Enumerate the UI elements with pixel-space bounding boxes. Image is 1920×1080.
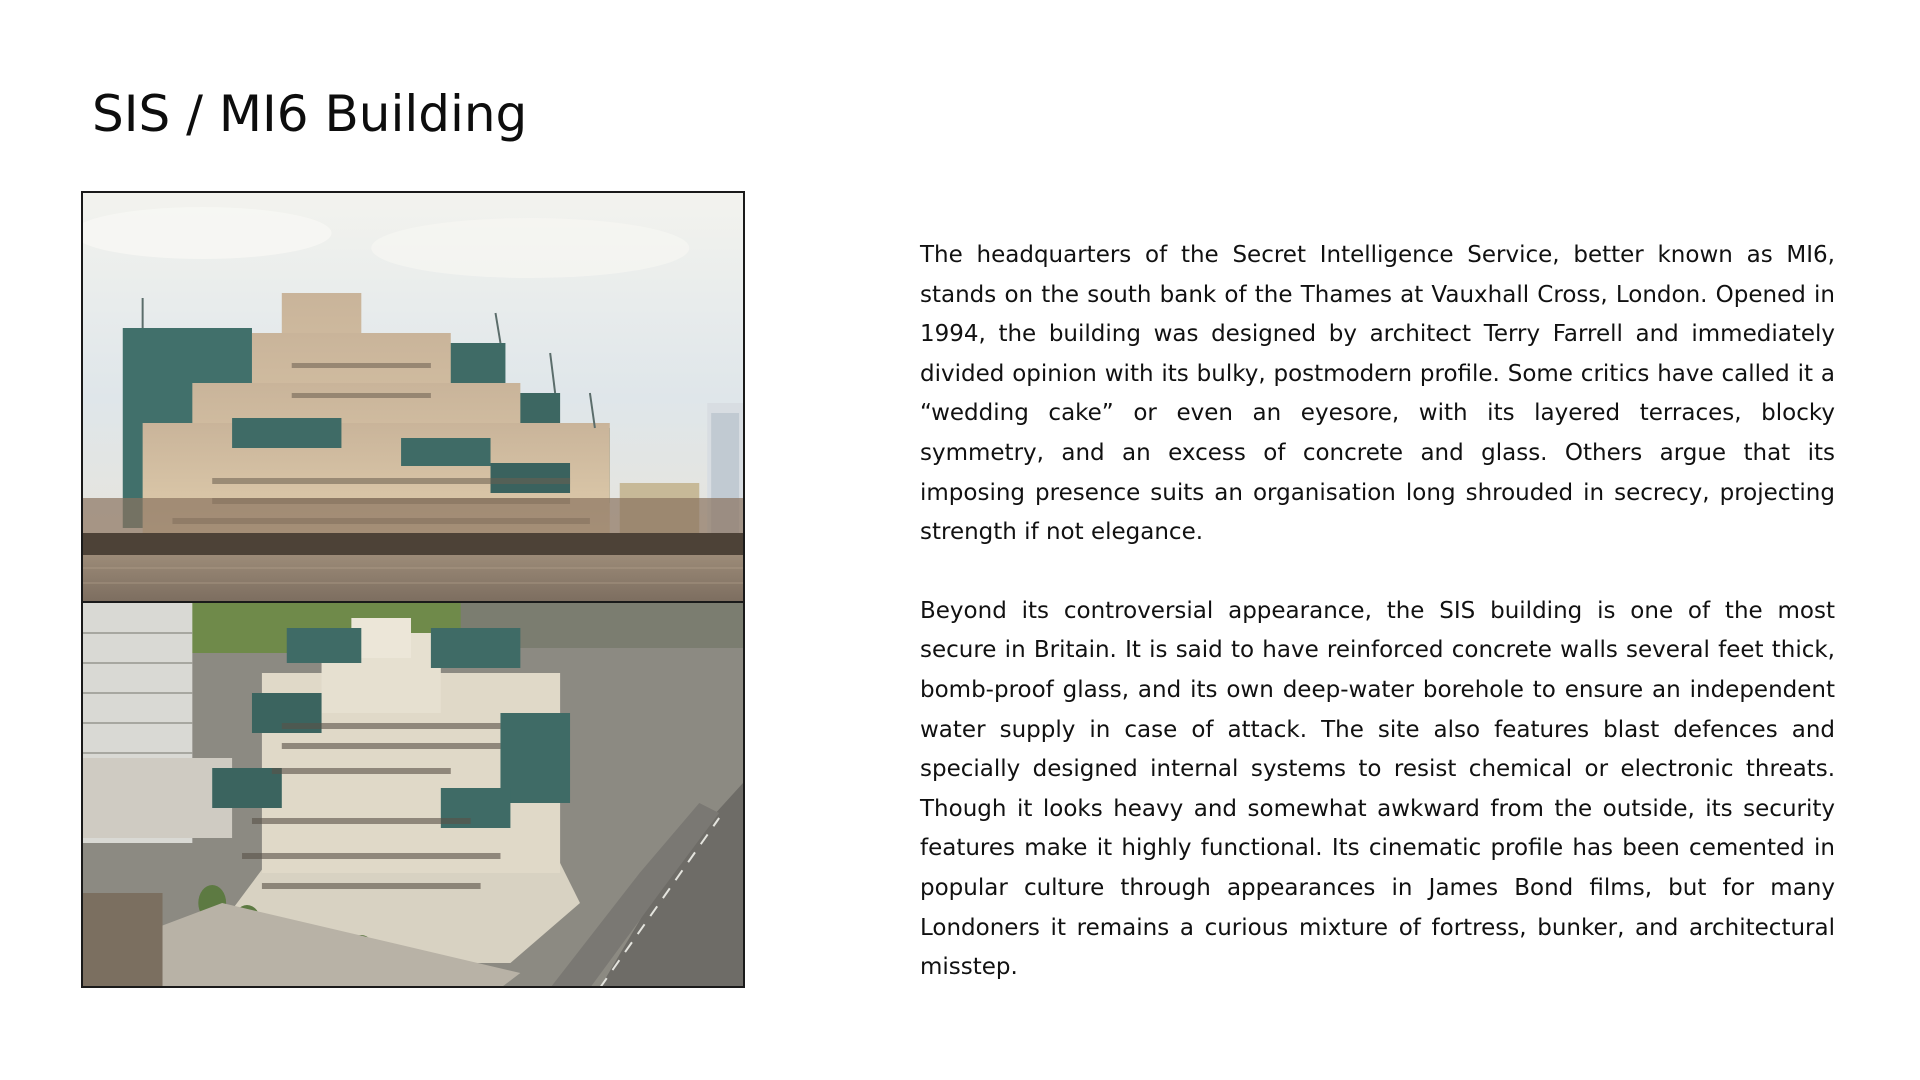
building-river-photo xyxy=(83,193,743,601)
building-aerial-photo xyxy=(83,603,743,988)
building-river-illustration xyxy=(83,193,743,601)
page-title: SIS / MI6 Building xyxy=(92,85,528,143)
building-aerial-illustration xyxy=(83,603,743,988)
paragraph-security: Beyond its controversial appearance, the SIS building is one of the most secure in Britain. It is said to have reinforced concrete walls several feet thick, bomb-proof glass, and its own deep-water borehole to ensure an independent water supply in case of attack. The site also features blast defences and specially designed internal systems to resist chemical or electronic threats. Though it looks heavy and somewhat awkward from the outside, its security features make it highly functional. Its cinematic profile has been cemented in popular culture through appearances in James Bond films, but for many Londoners it remains a curious mixture of fortress, bunker, and architectural misstep. xyxy=(920,597,1835,981)
photo-frame xyxy=(81,191,745,988)
paragraph-history: The headquarters of the Secret Intelligence Service, better known as MI6, stands on the south bank of the Thames at Vauxhall Cross, London. Opened in 1994, the building was designed by architect Terry Farrell and immediately divided opinion with its bulky, postmodern profile. Some critics have called it a “wedding cake” or even an eyesore, with its layered terraces, blocky symmetry, and an excess of concrete and glass. Others argue that its imposing presence suits an organisation long shrouded in secrecy, projecting strength if not elegance. xyxy=(920,242,1835,546)
article-body xyxy=(920,236,1835,988)
